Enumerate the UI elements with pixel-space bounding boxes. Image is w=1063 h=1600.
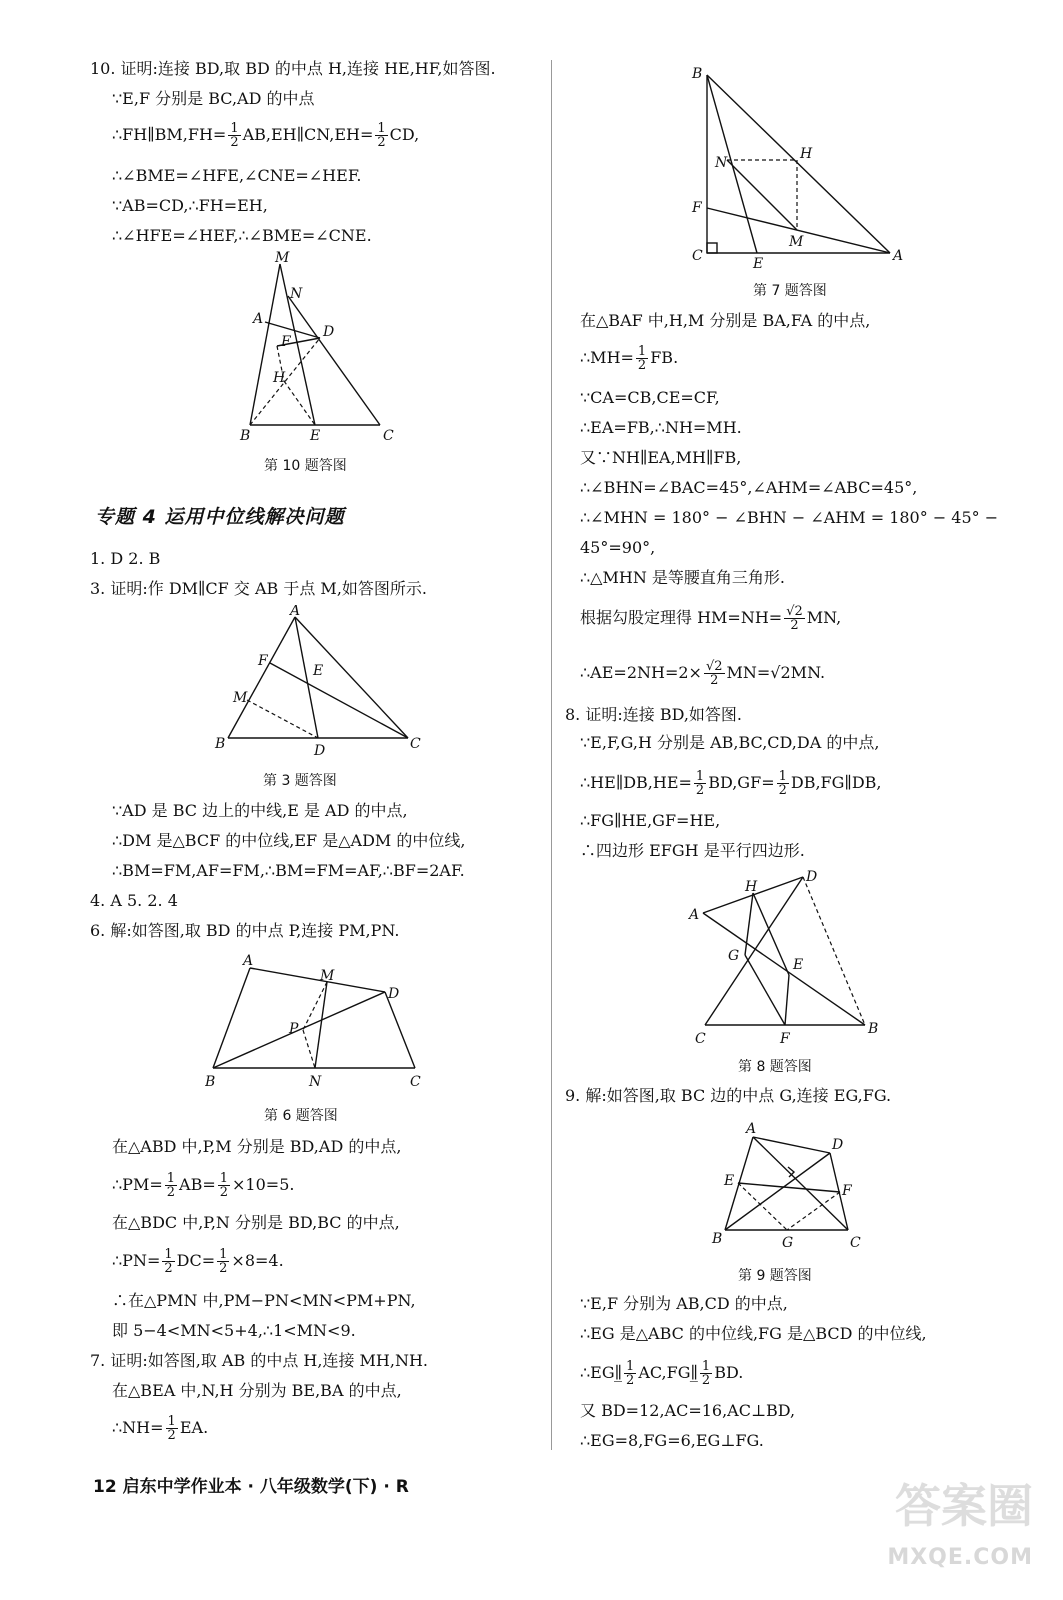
q7-r-line7: ∴∠MHN = 180° − ∠BHN − ∠AHM = 180° − 45° − <box>580 508 999 527</box>
q7-line3: ∴NH= $\frac{1}{2}$ EA. <box>112 1414 209 1443</box>
svg-text:E: E <box>753 256 764 272</box>
q7-caption: 第 7 题答图 <box>753 283 827 299</box>
svg-text:D: D <box>388 986 400 1002</box>
svg-text:N: N <box>290 286 303 302</box>
q7-r-line1: 在△BAF 中,H,M 分别是 BA,FA 的中点, <box>580 311 871 330</box>
q9-line4: ∴EG∥̲ $\frac{1}{2}$ AC,FG∥̲ $\frac{1}{2}$ BD. <box>580 1359 744 1388</box>
q8-line3: ∴HE∥DB,HE= $\frac{1}{2}$ BD,GF= $\frac{1}{2}$ DB,FG∥DB, <box>580 769 882 798</box>
q9-caption: 第 9 题答图 <box>738 1268 812 1284</box>
q9-line1: 9. 解:如答图,取 BC 边的中点 G,连接 EG,FG. <box>565 1086 892 1105</box>
q6-line5: ∴PN= $\frac{1}{2}$ DC= $\frac{1}{2}$ ×8=4. <box>112 1247 284 1276</box>
q3-line2: ∵AD 是 BC 边上的中线,E 是 AD 的中点, <box>112 801 408 820</box>
q3-line1: 3. 证明:作 DM∥CF 交 AB 于点 M,如答图所示. <box>90 579 427 598</box>
svg-text:M: M <box>789 234 804 250</box>
svg-text:A: A <box>746 1121 757 1137</box>
watermark-logo: 答案圈 <box>895 1479 1033 1533</box>
q7-r-line5: 又∵NH∥EA,MH∥FB, <box>580 448 742 467</box>
q9-line3: ∴EG 是△ABC 的中位线,FG 是△BCD 的中位线, <box>580 1324 927 1343</box>
svg-text:E: E <box>310 428 321 444</box>
page-footer: 12 启东中学作业本 · 八年级数学(下) · R <box>93 1477 409 1497</box>
answers-1-2: 1. D 2. B <box>90 549 161 568</box>
svg-text:G: G <box>728 948 740 964</box>
q7-r-line2: ∴MH= $\frac{1}{2}$ FB. <box>580 344 679 373</box>
svg-text:F: F <box>692 200 702 216</box>
q8-line4: ∴FG∥HE,GF=HE, <box>580 811 721 830</box>
q7-figure <box>685 60 915 275</box>
svg-text:C: C <box>383 428 394 444</box>
q10-figure <box>235 250 455 450</box>
q3-caption: 第 3 题答图 <box>263 773 337 789</box>
svg-text:E: E <box>793 957 804 973</box>
q10-line1: 10. 证明:连接 BD,取 BD 的中点 H,连接 HE,HF,如答图. <box>90 59 496 78</box>
q10-line2: ∵E,F 分别是 BC,AD 的中点 <box>112 89 315 108</box>
svg-text:D: D <box>314 743 326 759</box>
q6-line2: 在△ABD 中,P,M 分别是 BD,AD 的中点, <box>112 1137 402 1156</box>
svg-text:A: A <box>243 953 254 969</box>
q7-r-line10: 根据勾股定理得 HM=NH= $\frac{√2}{2}$ MN, <box>580 604 842 633</box>
q6-line6: ∴在△PMN 中,PM−PN<MN<PM+PN, <box>112 1291 416 1310</box>
q3-figure <box>210 605 430 765</box>
svg-text:B: B <box>712 1231 723 1247</box>
svg-text:B: B <box>868 1021 879 1037</box>
q7-line1: 7. 证明:如答图,取 AB 的中点 H,连接 MH,NH. <box>90 1351 428 1370</box>
svg-text:C: C <box>850 1235 861 1251</box>
q8-line2: ∵E,F,G,H 分别是 AB,BC,CD,DA 的中点, <box>580 733 880 752</box>
q3-line4: ∴BM=FM,AF=FM,∴BM=FM=AF,∴BF=2AF. <box>112 861 465 880</box>
svg-text:C: C <box>692 248 703 264</box>
q10-line3: ∴FH∥BM,FH= $\frac{1}{2}$ AB,EH∥CN,EH= $\frac{1}{2}$ CD, <box>112 121 420 150</box>
svg-text:A: A <box>893 248 904 264</box>
svg-text:N: N <box>715 155 728 171</box>
q8-line1: 8. 证明:连接 BD,如答图. <box>565 705 743 724</box>
svg-text:H: H <box>745 879 758 895</box>
q6-caption: 第 6 题答图 <box>264 1108 338 1124</box>
svg-text:M: M <box>320 968 335 984</box>
q6-figure <box>205 950 435 1095</box>
q9-line2: ∵E,F 分别为 AB,CD 的中点, <box>580 1294 788 1313</box>
q10-line5: ∵AB=CD,∴FH=EH, <box>112 196 268 215</box>
svg-text:D: D <box>806 869 818 885</box>
svg-text:F: F <box>842 1183 852 1199</box>
q3-line3: ∴DM 是△BCF 的中位线,EF 是△ADM 的中位线, <box>112 831 466 850</box>
q7-r-line9: ∴△MHN 是等腰直角三角形. <box>580 568 785 587</box>
q7-r-line8: 45°=90°, <box>580 538 656 557</box>
svg-text:A: A <box>689 907 700 923</box>
svg-text:E: E <box>313 663 324 679</box>
svg-text:P: P <box>289 1021 299 1037</box>
q7-r-line3: ∵CA=CB,CE=CF, <box>580 388 720 407</box>
svg-text:B: B <box>692 66 703 82</box>
svg-text:C: C <box>410 736 421 752</box>
q8-figure <box>685 865 885 1050</box>
q6-line4: 在△BDC 中,P,N 分别是 BD,BC 的中点, <box>112 1213 400 1232</box>
q6-line1: 6. 解:如答图,取 BD 的中点 P,连接 PM,PN. <box>90 921 400 940</box>
svg-text:A: A <box>290 605 301 619</box>
svg-text:C: C <box>410 1074 421 1090</box>
svg-text:F: F <box>780 1031 790 1047</box>
q10-line4: ∴∠BME=∠HFE,∠CNE=∠HEF. <box>112 166 362 185</box>
q9-line6: ∴EG=8,FG=6,EG⊥FG. <box>580 1431 764 1450</box>
q6-line3: ∴PM= $\frac{1}{2}$ AB= $\frac{1}{2}$ ×10=5. <box>112 1171 295 1200</box>
svg-text:H: H <box>800 146 813 162</box>
svg-text:E: E <box>724 1173 735 1189</box>
svg-text:G: G <box>782 1235 794 1251</box>
svg-text:H: H <box>273 370 286 386</box>
svg-text:M: M <box>275 250 290 266</box>
watermark-url: MXQE.COM <box>887 1545 1033 1570</box>
column-divider <box>551 60 552 1450</box>
svg-text:D: D <box>832 1137 844 1153</box>
q7-line2: 在△BEA 中,N,H 分别为 BE,BA 的中点, <box>112 1381 402 1400</box>
svg-text:A: A <box>253 311 264 327</box>
svg-text:F: F <box>281 334 291 350</box>
q6-line7: 即 5−4<MN<5+4,∴1<MN<9. <box>112 1321 356 1340</box>
svg-text:F: F <box>258 653 268 669</box>
q10-line6: ∴∠HFE=∠HEF,∴∠BME=∠CNE. <box>112 226 372 245</box>
q7-r-line6: ∴∠BHN=∠BAC=45°,∠AHM=∠ABC=45°, <box>580 478 918 497</box>
q9-figure <box>710 1115 870 1255</box>
svg-text:C: C <box>695 1031 706 1047</box>
svg-text:M: M <box>233 690 248 706</box>
svg-text:D: D <box>323 324 335 340</box>
svg-text:N: N <box>309 1074 322 1090</box>
q9-line5: 又 BD=12,AC=16,AC⊥BD, <box>580 1401 796 1420</box>
svg-text:B: B <box>240 428 251 444</box>
q7-r-line4: ∴EA=FB,∴NH=MH. <box>580 418 742 437</box>
svg-text:B: B <box>205 1074 216 1090</box>
section-title: 专题 4 运用中位线解决问题 <box>95 506 345 528</box>
q7-r-line11: ∴AE=2NH=2× $\frac{√2}{2}$ MN=√2MN. <box>580 659 826 688</box>
q10-caption: 第 10 题答图 <box>264 458 347 474</box>
svg-text:B: B <box>215 736 226 752</box>
q8-line5: ∴四边形 EFGH 是平行四边形. <box>580 841 805 860</box>
q8-caption: 第 8 题答图 <box>738 1059 812 1075</box>
answers-4-5: 4. A 5. 2. 4 <box>90 891 178 910</box>
